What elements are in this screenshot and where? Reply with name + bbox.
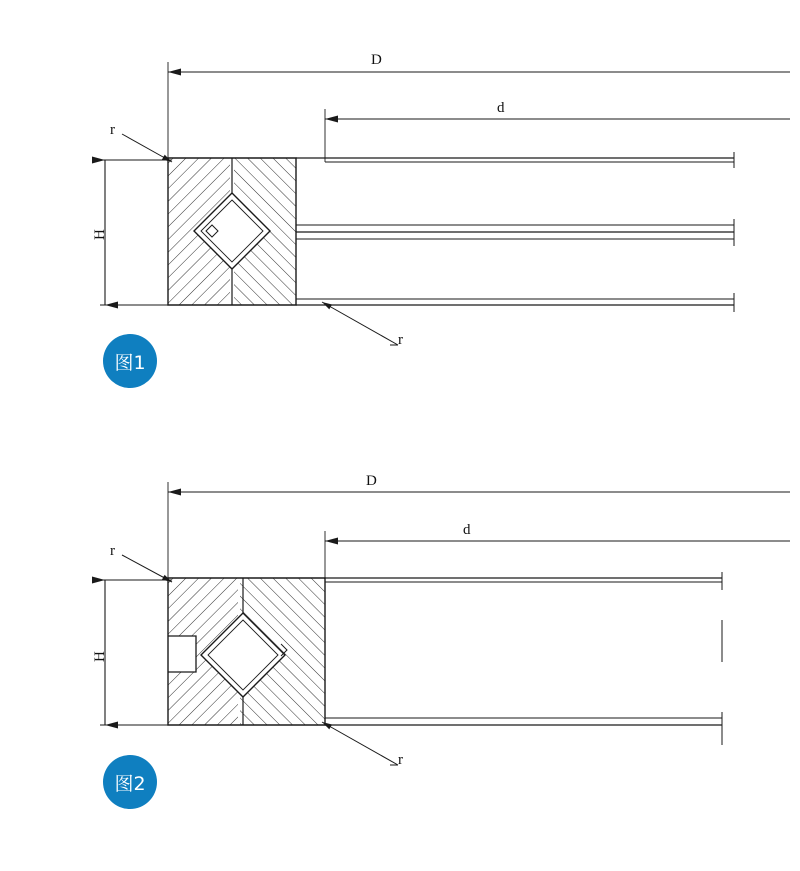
figure-2-badge: 图2 [103,755,157,809]
fig1-leader-r-top [122,134,172,162]
fig1-leader-r-bottom [322,302,398,345]
fig1-ring-extension [296,152,734,312]
fig2-dim-D [168,482,790,580]
fig2-ring-extension [325,572,722,745]
fig2-label-r-bottom: r [398,752,403,768]
fig2-label-D: D [366,473,377,489]
fig2-label-r-top: r [110,543,115,559]
fig1-label-D: D [371,52,382,68]
fig2-dim-d [325,531,790,582]
fig1-bearing-body [168,158,296,305]
fig1-label-d: d [497,100,505,116]
fig2-label-H: H [92,651,108,662]
fig1-dim-d [325,109,790,162]
figure-2-group [100,482,790,765]
fig1-label-r-bottom: r [398,332,403,348]
fig2-dim-H [100,580,172,725]
fig2-leader-r-bottom [322,722,398,765]
fig1-dim-D [168,62,790,160]
fig2-bearing-body [168,578,325,725]
fig1-label-r-top: r [110,122,115,138]
fig1-dim-H [100,160,172,305]
figure-1-group [100,62,790,345]
fig2-leader-r-top [122,555,172,582]
figure-1-badge: 图1 [103,334,157,388]
fig1-label-H: H [92,229,108,240]
fig2-label-d: d [463,522,471,538]
